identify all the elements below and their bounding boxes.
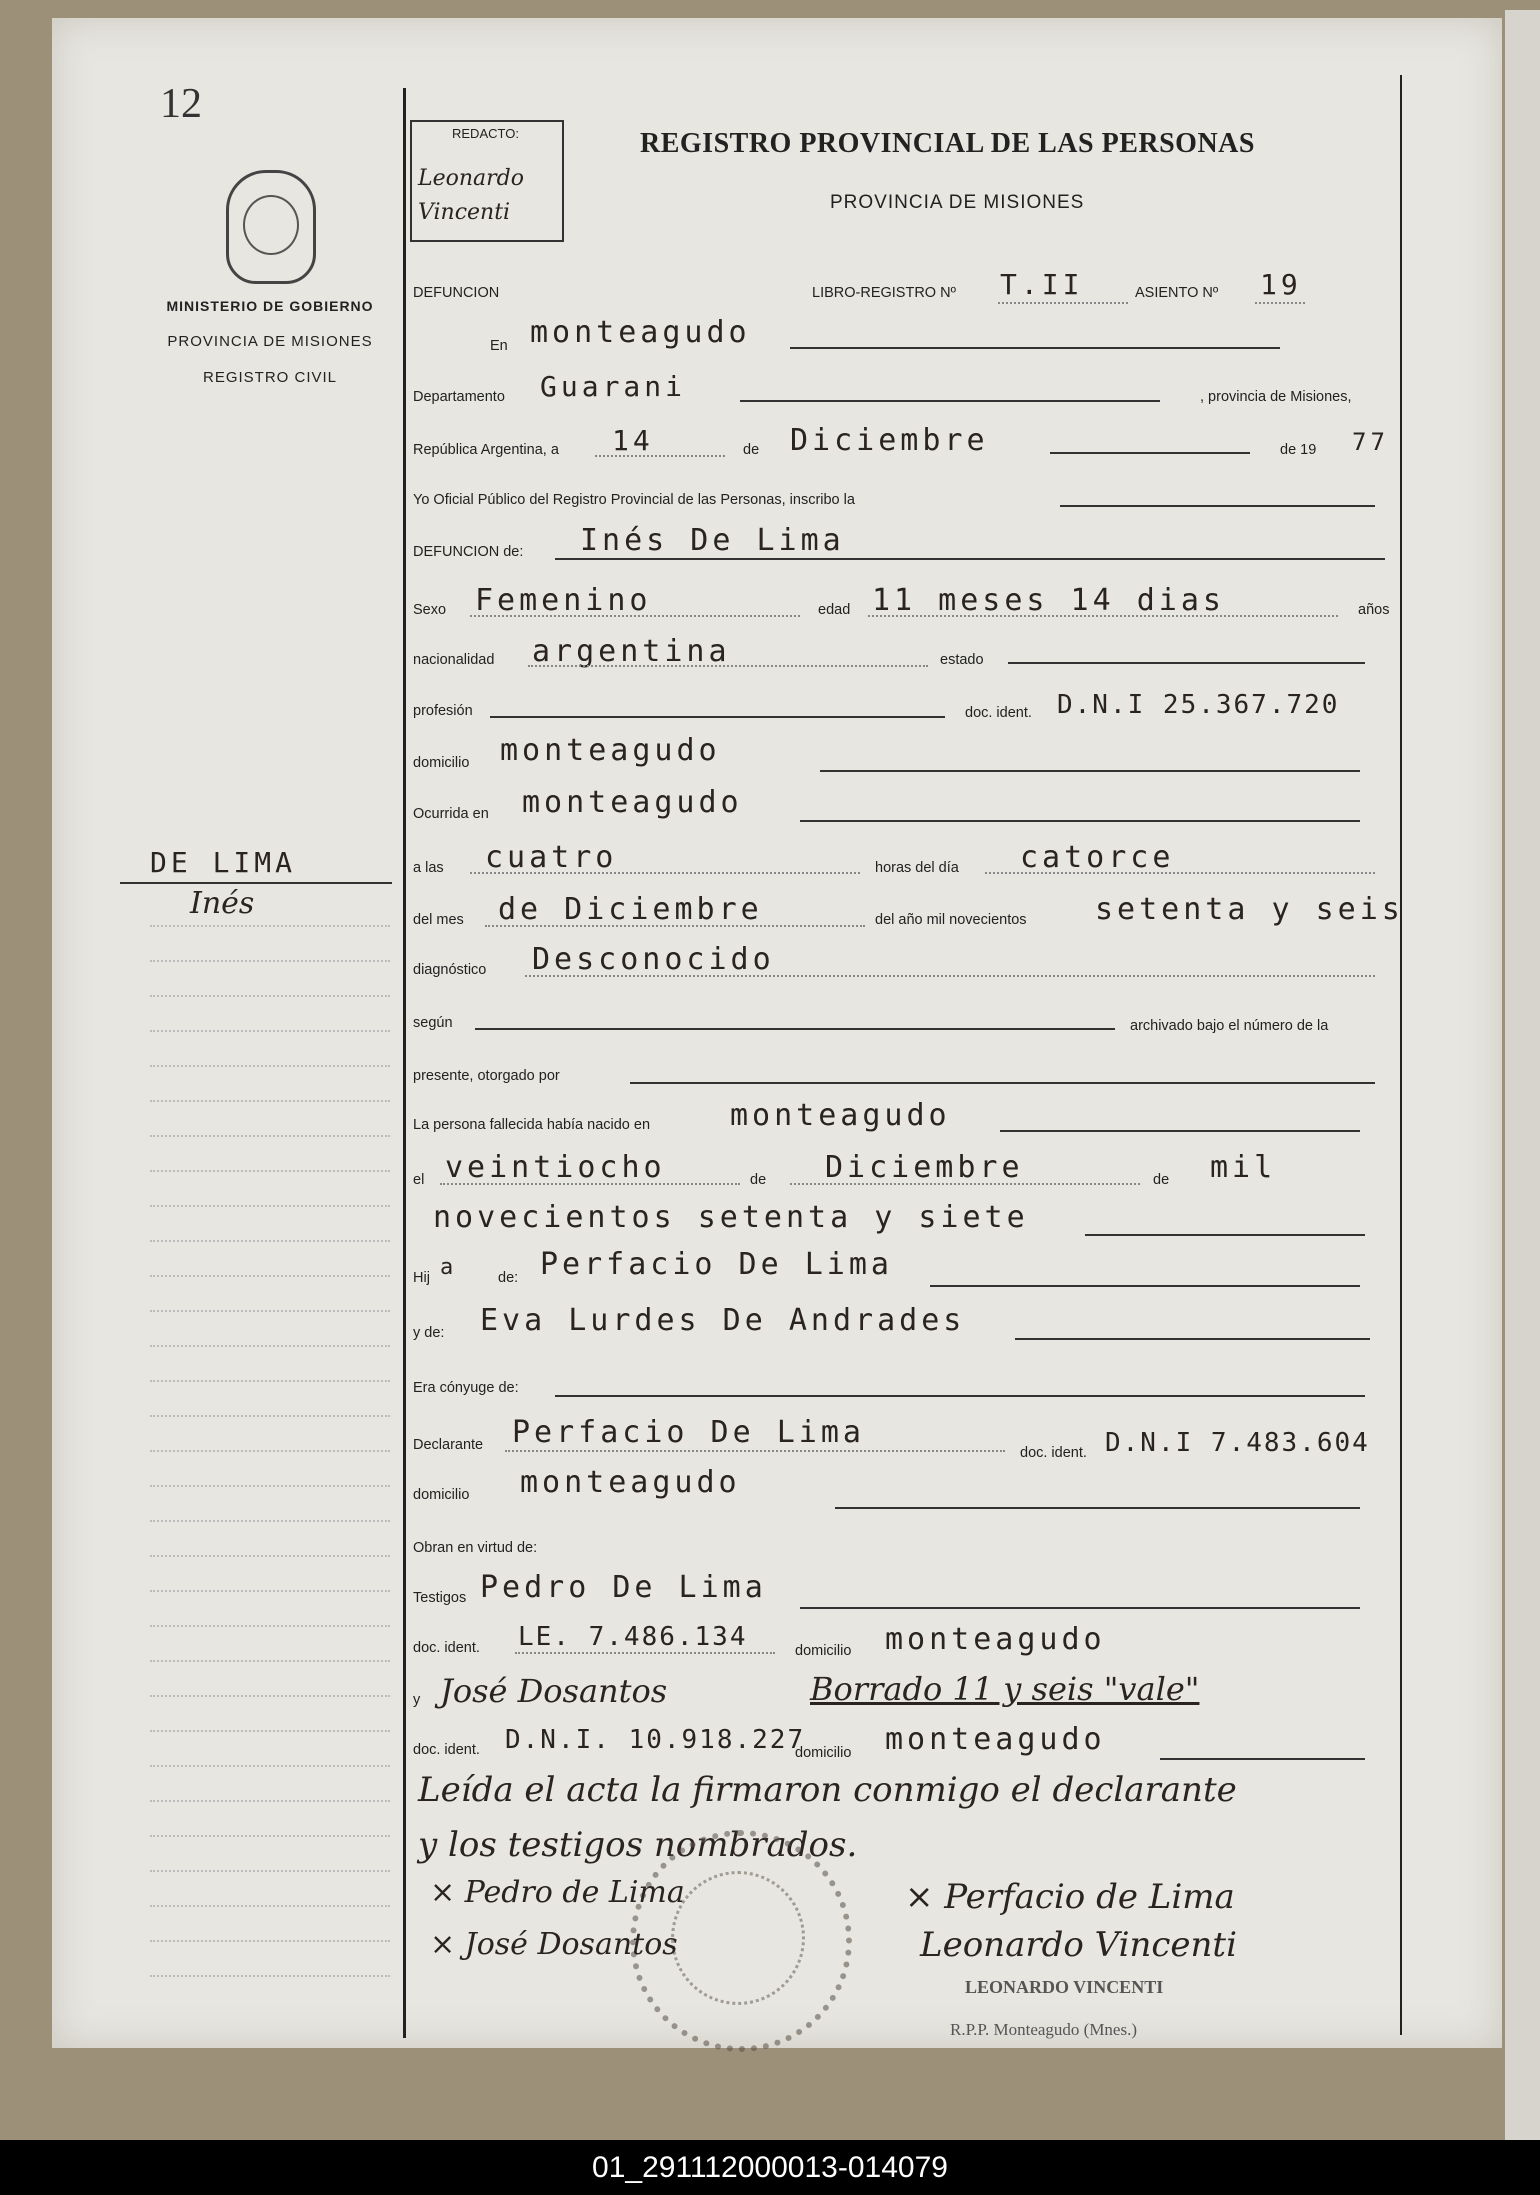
margin-ruled-line [150, 925, 390, 927]
ocurrida-label: Ocurrida en [413, 806, 489, 822]
margin-ruled-line [150, 1765, 390, 1767]
signature-perfacio: × Perfacio de Lima [905, 1877, 1235, 1917]
margin-ruled-line [150, 995, 390, 997]
margin-ruled-line [150, 1625, 390, 1627]
hij-de-label: de: [498, 1270, 519, 1286]
testigo1-value: Pedro De Lima [480, 1570, 767, 1605]
page-number: 12 [160, 81, 202, 127]
margin-ruled-line [150, 1555, 390, 1557]
margin-ruled-line [150, 1135, 390, 1137]
presente-label: presente, otorgado por [413, 1068, 560, 1084]
a-las-label: a las [413, 860, 444, 876]
closing-note-line2: y los testigos nombrados. [418, 1825, 858, 1865]
nac-dia-line [440, 1183, 740, 1185]
nombre-line [555, 558, 1385, 560]
margin-ruled-line [150, 1870, 390, 1872]
testigo1-line [800, 1607, 1360, 1609]
domicilio-t1-label: domicilio [795, 1643, 852, 1659]
margin-ruled-line [150, 1485, 390, 1487]
margin-given-name: Inés [190, 886, 255, 921]
margin-ruled-line [150, 1345, 390, 1347]
hij-label: Hij [413, 1270, 430, 1286]
de1-label: de [743, 442, 760, 458]
del-ano-label: del año mil novecientos [875, 912, 1027, 928]
declarante-line [505, 1450, 1005, 1452]
yo-oficial-label: Yo Oficial Público del Registro Provincial de las Personas, inscribo la [413, 492, 855, 508]
margin-ruled-line [150, 1100, 390, 1102]
testigos-label: Testigos [413, 1590, 467, 1606]
provincia-label: , provincia de Misiones, [1200, 389, 1352, 405]
sexo-value: Femenino [475, 583, 652, 618]
testigo2-doc-value: D.N.I. 10.918.227 [505, 1725, 806, 1755]
margin-ruled-line [150, 1240, 390, 1242]
domicilio-line [820, 770, 1360, 772]
padre-line [930, 1285, 1360, 1287]
nombre-value: Inés De Lima [580, 523, 845, 558]
libro-value: T.II [1000, 268, 1084, 301]
sexo-line [470, 615, 800, 617]
obran-label: Obran en virtud de: [413, 1540, 538, 1556]
margin-ruled-line [150, 1030, 390, 1032]
mes-texto-line [485, 925, 865, 927]
signature-jose: × José Dosantos [430, 1927, 678, 1962]
madre-line [1015, 1338, 1370, 1340]
de19-label: de 19 [1280, 442, 1317, 458]
margin-ruled-line [150, 1695, 390, 1697]
nacionalidad-line [528, 665, 928, 667]
nacido-en-line [1000, 1130, 1360, 1132]
coat-of-arms-icon [226, 170, 316, 284]
horas-dia-label: horas del día [875, 860, 959, 876]
redacto-box [410, 120, 564, 242]
margin-ruled-line [150, 1275, 390, 1277]
left-margin-rule [403, 88, 406, 2038]
testigo1-doc-value: LE. 7.486.134 [518, 1622, 748, 1652]
del-mes-label: del mes [413, 912, 464, 928]
declarante-domicilio-line [835, 1507, 1360, 1509]
redacto-label: REDACTO: [452, 126, 519, 141]
asiento-label: ASIENTO Nº [1135, 285, 1219, 301]
borrado-value: Borrado 11 y seis "vale" [810, 1670, 1200, 1708]
domicilio-label: domicilio [413, 755, 470, 771]
margin-ruled-line [150, 1450, 390, 1452]
el-label: el [413, 1172, 425, 1188]
seal-office: R.P.P. Monteagudo (Mnes.) [950, 2020, 1138, 2039]
hora-value: cuatro [485, 840, 618, 875]
margin-ruled-line [150, 1905, 390, 1907]
declarante-domicilio-value: monteagudo [520, 1465, 741, 1500]
estado-label: estado [940, 652, 984, 668]
profesion-label: profesión [413, 703, 473, 719]
testigo2-domicilio-value: monteagudo [885, 1722, 1106, 1757]
testigo1-doc-line [515, 1652, 775, 1654]
madre-value: Eva Lurdes De Andrades [480, 1303, 966, 1338]
ocurrida-line [800, 820, 1360, 822]
declarante-doc-value: D.N.I 7.483.604 [1105, 1428, 1370, 1458]
nac-ano-line [1085, 1234, 1365, 1236]
closing-note-line1: Leída el acta la firmaron conmigo el declarante [418, 1770, 1237, 1810]
margin-ruled-line [150, 1380, 390, 1382]
signature-leonardo: Leonardo Vincenti [920, 1925, 1237, 1965]
hora-line [470, 872, 860, 874]
diagnostico-line [525, 975, 1375, 977]
dia-line [595, 455, 725, 457]
conyuge-line [555, 1395, 1365, 1397]
registry-subtitle: PROVINCIA DE MISIONES [830, 192, 1085, 213]
y-de-label: y de: [413, 1325, 445, 1341]
redacto-signature: Leonardo Vincenti [418, 166, 525, 225]
anos-label: años [1358, 602, 1390, 618]
ano-texto-value: setenta y seis [1095, 892, 1404, 927]
mes-line [1050, 452, 1250, 454]
defuncion-label: DEFUNCION [413, 285, 500, 301]
de-mes-label: de [750, 1172, 767, 1188]
nac-dia-value: veintiocho [445, 1150, 666, 1185]
province-label: PROVINCIA DE MISIONES [167, 333, 373, 350]
edad-label: edad [818, 602, 851, 618]
y-label: y [413, 1692, 421, 1708]
margin-name-rule [120, 882, 392, 884]
doc-ident-t2-label: doc. ident. [413, 1742, 480, 1758]
dia-texto-line [985, 872, 1375, 874]
nac-ano-value: novecientos setenta y siete [433, 1200, 1029, 1235]
edad-value: 11 meses 14 dias [872, 583, 1225, 618]
margin-ruled-line [150, 1170, 390, 1172]
en-label: En [490, 338, 508, 354]
margin-ruled-line [150, 1940, 390, 1942]
ocurrida-value: monteagudo [522, 785, 743, 820]
en-value: monteagudo [530, 315, 751, 350]
margin-ruled-line [150, 1975, 390, 1977]
right-margin-rule [1400, 75, 1402, 2035]
margin-ruled-line [150, 1800, 390, 1802]
margin-ruled-line [150, 1660, 390, 1662]
dia-value: 14 [612, 424, 654, 457]
presente-line [630, 1082, 1375, 1084]
profesion-line [490, 716, 945, 718]
nacido-en-value: monteagudo [730, 1098, 951, 1133]
hij-suffix: a [440, 1255, 458, 1280]
ministry-label: MINISTERIO DE GOBIERNO [166, 298, 374, 314]
registry-label: REGISTRO CIVIL [202, 369, 338, 386]
defuncion-de-label: DEFUNCION de: [413, 544, 524, 560]
conyuge-label: Era cónyuge de: [413, 1380, 519, 1396]
seal-officer-name: LEONARDO VINCENTI [965, 1977, 1164, 1997]
libro-line [998, 302, 1128, 304]
domicilio-value: monteagudo [500, 733, 721, 768]
departamento-line [740, 400, 1160, 402]
mes-value: Diciembre [790, 423, 989, 458]
doc-ident-label: doc. ident. [965, 705, 1032, 721]
edad-line [868, 615, 1338, 617]
yo-oficial-line [1060, 505, 1375, 507]
nac-mes-value: Diciembre [825, 1150, 1024, 1185]
republica-label: República Argentina, a [413, 442, 559, 458]
nacido-en-label: La persona fallecida había nacido en [413, 1117, 651, 1133]
diagnostico-label: diagnóstico [413, 962, 487, 978]
sexo-label: Sexo [413, 602, 447, 618]
testigo2-domicilio-line [1160, 1758, 1365, 1760]
dia-texto-value: catorce [1020, 840, 1175, 875]
margin-ruled-line [150, 1520, 390, 1522]
estado-line [1008, 662, 1365, 664]
signature-pedro: × Pedro de Lima [430, 1875, 685, 1910]
document-id-footer: 01_291112000013-014079 [0, 2140, 1540, 2195]
segun-line [475, 1028, 1115, 1030]
margin-ruled-line [150, 1310, 390, 1312]
mes-texto-value: de Diciembre [498, 892, 763, 927]
registry-title: REGISTRO PROVINCIAL DE LAS PERSONAS [640, 128, 1255, 159]
margin-surname: DE LIMA [150, 846, 297, 879]
domicilio2-label: domicilio [413, 1487, 470, 1503]
libro-label: LIBRO-REGISTRO Nº [812, 285, 956, 301]
testigo2-value: José Dosantos [440, 1672, 668, 1710]
nacionalidad-label: nacionalidad [413, 652, 495, 668]
asiento-line [1255, 302, 1305, 304]
declarante-label: Declarante [413, 1437, 484, 1453]
nac-mil-value: mil [1210, 1150, 1277, 1185]
margin-ruled-line [150, 1730, 390, 1732]
en-line [790, 347, 1280, 349]
padre-value: Perfacio De Lima [540, 1247, 893, 1282]
adjacent-page-edge [1505, 10, 1540, 2140]
margin-ruled-line [150, 1065, 390, 1067]
domicilio-t2-label: domicilio [795, 1745, 852, 1761]
margin-ruled-line [150, 1590, 390, 1592]
declarante-doc-label: doc. ident. [1020, 1445, 1087, 1461]
de-mil-label: de [1153, 1172, 1170, 1188]
doc-value: D.N.I 25.367.720 [1057, 690, 1340, 720]
segun-label: según [413, 1015, 453, 1031]
margin-ruled-line [150, 1205, 390, 1207]
departamento-label: Departamento [413, 389, 505, 405]
nacionalidad-value: argentina [532, 634, 731, 669]
diagnostico-value: Desconocido [532, 942, 775, 977]
margin-ruled-line [150, 960, 390, 962]
doc-ident-t1-label: doc. ident. [413, 1640, 480, 1656]
departamento-value: Guarani [540, 370, 687, 403]
testigo1-domicilio-value: monteagudo [885, 1622, 1106, 1657]
margin-ruled-line [150, 1835, 390, 1837]
margin-ruled-line [150, 1415, 390, 1417]
nac-mes-line [790, 1183, 1140, 1185]
asiento-value: 19 [1260, 268, 1302, 301]
archivado-label: archivado bajo el número de la [1130, 1018, 1329, 1034]
ano-value: 77 [1352, 428, 1389, 456]
declarante-value: Perfacio De Lima [512, 1415, 865, 1450]
